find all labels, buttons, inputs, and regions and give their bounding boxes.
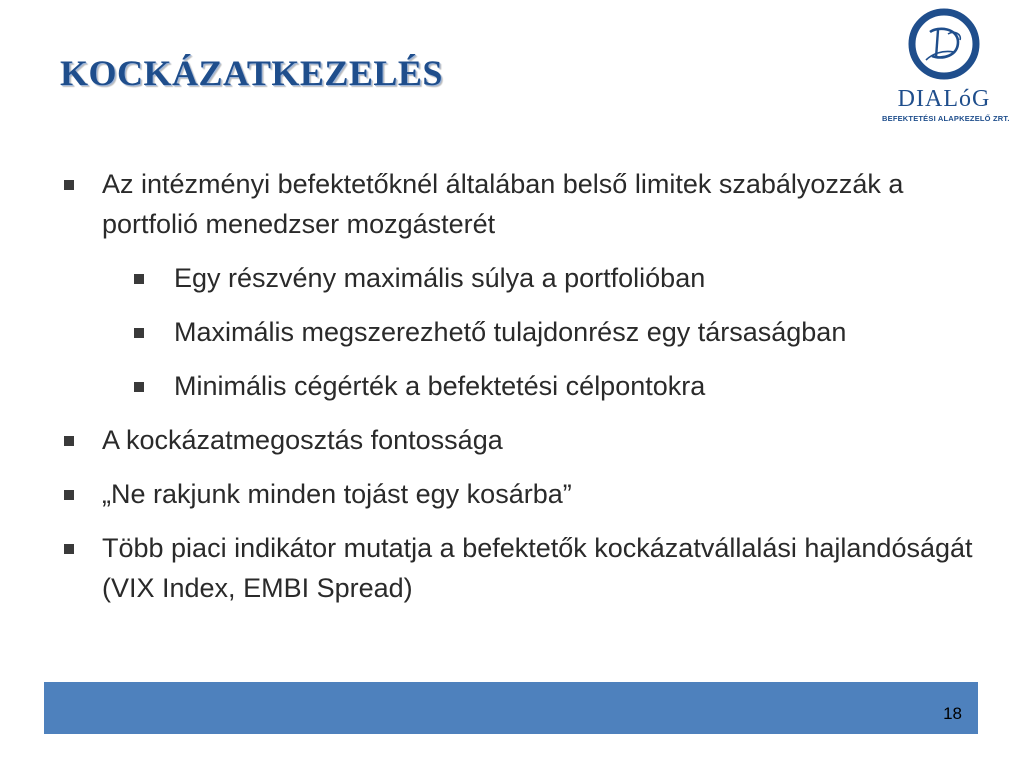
square-bullet-icon xyxy=(64,490,74,500)
bullet-item xyxy=(60,420,990,460)
page-number: 18 xyxy=(943,704,962,723)
square-bullet-icon xyxy=(64,436,74,446)
logo-tagline: BEFEKTETÉSI ALAPKEZELŐ ZRT. xyxy=(882,114,1010,123)
square-bullet-icon xyxy=(134,328,144,338)
bullet-text: A kockázatmegosztás fontossága xyxy=(102,425,503,455)
square-bullet-icon xyxy=(134,382,144,392)
bullet-list xyxy=(60,164,990,622)
dialog-monogram-icon xyxy=(908,8,980,80)
slide-title: KOCKÁZATKEZELÉS xyxy=(60,53,443,93)
logo-name: DIALóG xyxy=(897,86,991,112)
bullet-text: Az intézményi befektetőknél általában belső limitek szabályozzák a portfolió menedzser mozgásterét xyxy=(102,169,904,239)
square-bullet-icon xyxy=(134,274,144,284)
sub-bullet-item xyxy=(132,258,990,298)
bullet-text: „Ne rakjunk minden tojást egy kosárba” xyxy=(102,479,572,509)
footer-bar xyxy=(44,682,978,734)
bullet-text: Több piaci indikátor mutatja a befektetők kockázatvállalási hajlandóságát (VIX Index, EMBI Spread) xyxy=(102,533,973,603)
sub-bullet-item xyxy=(132,366,990,406)
bullet-item xyxy=(60,474,990,514)
sub-bullet-item xyxy=(132,312,990,352)
sub-bullet-text: Minimális cégérték a befektetési célpontokra xyxy=(174,371,706,401)
sub-bullet-text: Egy részvény maximális súlya a portfolióban xyxy=(174,263,706,293)
bullet-item xyxy=(60,528,990,608)
sub-bullet-text: Maximális megszerezhető tulajdonrész egy társaságban xyxy=(174,317,847,347)
company-logo xyxy=(882,8,1010,128)
square-bullet-icon xyxy=(64,180,74,190)
bullet-item xyxy=(60,164,990,244)
square-bullet-icon xyxy=(64,544,74,554)
